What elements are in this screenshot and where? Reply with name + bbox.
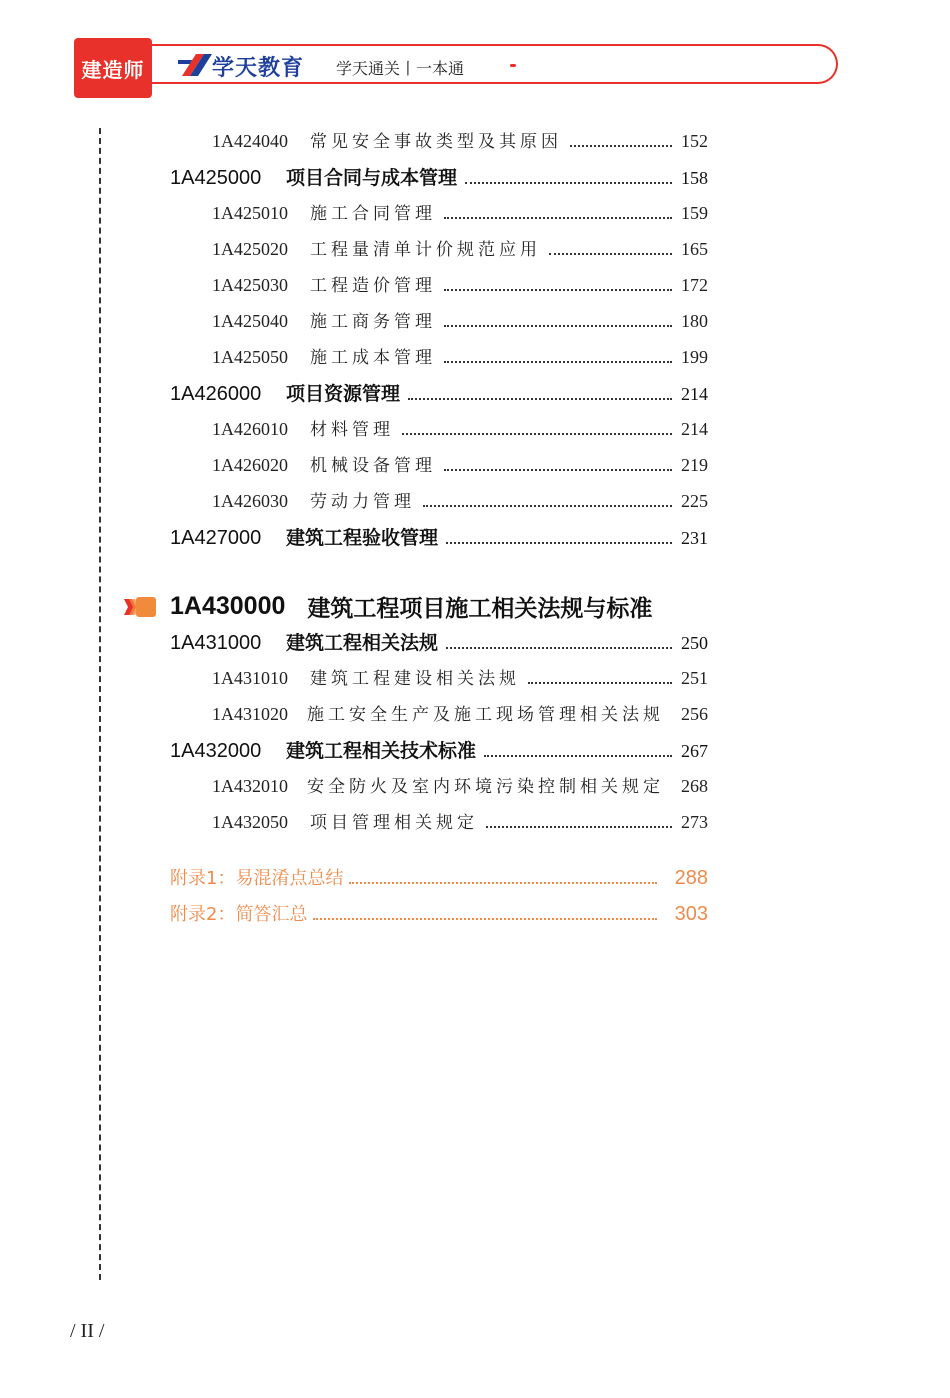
toc-code: 1A425040 xyxy=(212,311,288,331)
toc-entry[interactable] xyxy=(170,736,708,763)
margin-dashed-line xyxy=(99,128,101,1280)
appendix-page: 288 xyxy=(674,867,708,889)
toc-entry[interactable] xyxy=(212,487,708,512)
toc-title: 劳动力管理 xyxy=(310,492,415,512)
dot-leader xyxy=(528,682,672,684)
toc-title: 建筑工程验收管理 xyxy=(286,527,439,549)
toc-page: 180 xyxy=(681,311,708,331)
dot-leader xyxy=(444,217,672,219)
toc-title: 机械设备管理 xyxy=(310,456,436,476)
chapter-code: 1A430000 xyxy=(170,592,286,620)
toc-title: 工程量清单计价规范应用 xyxy=(310,240,541,260)
toc-page: 152 xyxy=(681,131,708,151)
toc-entry[interactable] xyxy=(212,808,708,833)
toc-code: 1A426010 xyxy=(212,419,288,439)
toc-entry[interactable] xyxy=(212,772,708,797)
xuetian-logo-icon xyxy=(178,52,212,78)
toc-page: 199 xyxy=(681,347,708,367)
toc-page: 214 xyxy=(681,419,708,439)
toc-page: 250 xyxy=(681,633,708,653)
dot-leader xyxy=(444,469,672,471)
header-badge: 建造师 xyxy=(74,38,152,98)
toc-code: 1A431000 xyxy=(170,632,262,654)
dot-leader xyxy=(486,826,672,828)
toc-entry[interactable] xyxy=(212,127,708,152)
toc-page: 231 xyxy=(681,528,708,548)
toc-entry[interactable] xyxy=(212,664,708,689)
dot-leader xyxy=(444,289,672,291)
toc-entry[interactable] xyxy=(170,628,708,655)
toc-page: 268 xyxy=(681,776,708,796)
toc-page: 267 xyxy=(681,741,708,761)
toc-title: 施工商务管理 xyxy=(310,312,436,332)
appendix-page: 303 xyxy=(674,903,708,925)
toc-title: 项目资源管理 xyxy=(286,383,401,405)
dot-leader xyxy=(423,505,672,507)
toc-page: 273 xyxy=(681,812,708,832)
dot-leader xyxy=(465,182,672,184)
toc-code: 1A424040 xyxy=(212,131,288,151)
toc-title: 施工安全生产及施工现场管理相关法规 xyxy=(307,705,664,725)
toc-code: 1A426000 xyxy=(170,383,262,405)
toc-entry[interactable] xyxy=(170,379,708,406)
toc-code: 1A431020 xyxy=(212,704,288,724)
toc-code: 1A432000 xyxy=(170,740,262,762)
toc-entry[interactable] xyxy=(212,451,708,476)
toc-title: 项目管理相关规定 xyxy=(310,813,478,833)
dot-leader xyxy=(444,325,672,327)
logo-text: 学天教育 xyxy=(212,56,305,81)
toc-title: 施工合同管理 xyxy=(310,204,436,224)
toc-page: 159 xyxy=(681,203,708,223)
appendix-title: 附录2：简答汇总 xyxy=(170,904,308,925)
toc-page: 225 xyxy=(681,491,708,511)
chapter-title: 建筑工程项目施工相关法规与标准 xyxy=(307,596,653,622)
appendix-title: 附录1：易混淆点总结 xyxy=(170,868,344,889)
toc-code: 1A431010 xyxy=(212,668,288,688)
toc-entry[interactable] xyxy=(170,163,708,190)
toc-title: 建筑工程建设相关法规 xyxy=(310,669,520,689)
toc-code: 1A425050 xyxy=(212,347,288,367)
toc-entry[interactable] xyxy=(212,415,708,440)
toc-title: 施工成本管理 xyxy=(310,348,436,368)
toc-entry[interactable] xyxy=(170,523,708,550)
toc-entry[interactable] xyxy=(212,235,708,260)
page-number: / II / xyxy=(70,1320,105,1342)
toc-entry[interactable] xyxy=(212,700,708,725)
toc-page: 165 xyxy=(681,239,708,259)
header-decoration xyxy=(510,64,516,67)
toc-page: 219 xyxy=(681,455,708,475)
toc-page: 158 xyxy=(681,168,708,188)
toc-code: 1A425010 xyxy=(212,203,288,223)
toc-page: 172 xyxy=(681,275,708,295)
toc-code: 1A432010 xyxy=(212,776,288,796)
header-banner xyxy=(74,38,842,98)
appendix-entry[interactable] xyxy=(170,900,708,926)
toc-title: 工程造价管理 xyxy=(310,276,436,296)
toc-code: 1A425020 xyxy=(212,239,288,259)
dot-leader xyxy=(446,647,672,649)
dot-leader xyxy=(484,755,672,757)
toc-title: 材料管理 xyxy=(310,420,394,440)
stacked-tabs-icon xyxy=(124,595,158,619)
toc-title: 安全防火及室内环境污染控制相关规定 xyxy=(307,777,664,797)
toc-title: 项目合同与成本管理 xyxy=(286,167,458,189)
toc-code: 1A426030 xyxy=(212,491,288,511)
toc-entry[interactable] xyxy=(212,307,708,332)
toc-code: 1A426020 xyxy=(212,455,288,475)
toc-entry[interactable] xyxy=(212,343,708,368)
toc-code: 1A427000 xyxy=(170,527,262,549)
dot-leader xyxy=(446,542,672,544)
toc-page: 251 xyxy=(681,668,708,688)
toc-page: 214 xyxy=(681,384,708,404)
toc-title: 常见安全事故类型及其原因 xyxy=(310,132,562,152)
dot-leader xyxy=(570,145,672,147)
toc-page: 256 xyxy=(681,704,708,724)
toc-title: 建筑工程相关技术标准 xyxy=(286,740,477,762)
dot-leader xyxy=(408,398,672,400)
dot-leader xyxy=(313,918,656,920)
dot-leader xyxy=(549,253,672,255)
toc-code: 1A425030 xyxy=(212,275,288,295)
appendix-entry[interactable] xyxy=(170,864,708,890)
dot-leader xyxy=(402,433,672,435)
dot-leader xyxy=(349,882,656,884)
toc-entry[interactable] xyxy=(212,271,708,296)
header-subtitle: 学天通关丨一本通 xyxy=(336,59,465,78)
toc-code: 1A425000 xyxy=(170,167,262,189)
toc-entry[interactable] xyxy=(212,199,708,224)
toc-code: 1A432050 xyxy=(212,812,288,832)
toc-title: 建筑工程相关法规 xyxy=(286,632,439,654)
chapter-heading[interactable] xyxy=(124,590,652,623)
dot-leader xyxy=(444,361,672,363)
